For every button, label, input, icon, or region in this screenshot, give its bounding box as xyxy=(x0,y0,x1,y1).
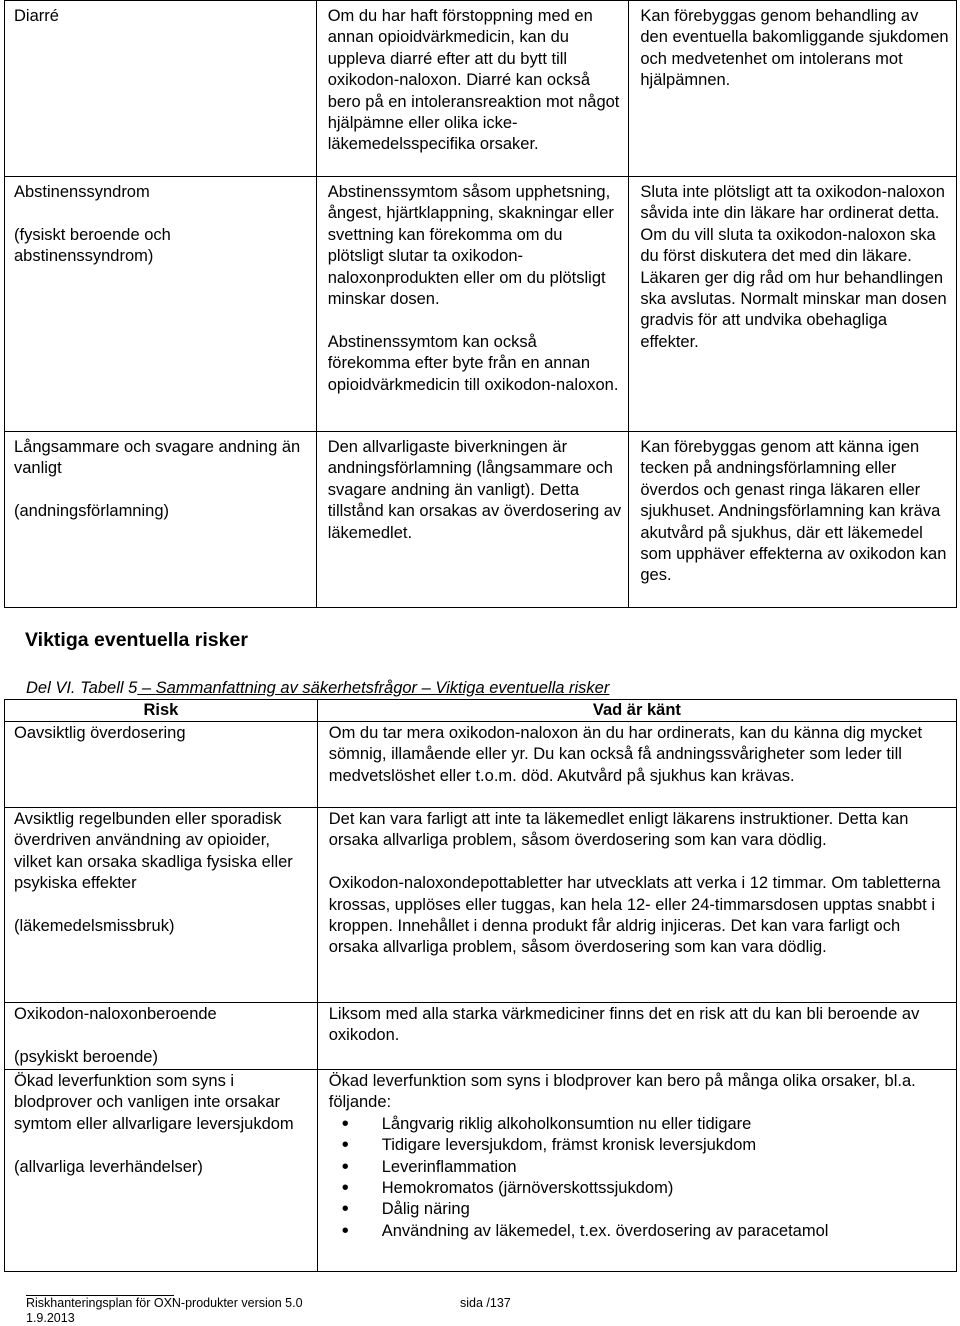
known-text: Liksom med alla starka värkmediciner finns det en risk att du kan bli beroende av oxikodon. xyxy=(328,1005,920,1045)
description-cell xyxy=(316,432,629,608)
description-text: Om du har haft förstoppning med en annan opioidvärkmedicin, kan du uppleva diarré efter att du bytt till oxikodon-naloxon. Diarré kan också bero på en intoleransreaktion mot något hjälpämne eller olika icke-läkemedelsspecifika orsaker. xyxy=(327,7,620,154)
risk-subtitle: (andningsförlamning) xyxy=(14,502,170,521)
prevention-cell xyxy=(629,432,957,608)
risk-cell xyxy=(5,1003,318,1070)
known-cell xyxy=(317,722,956,808)
list-item: • Leverinflammation xyxy=(382,1157,948,1178)
caption-separator: – xyxy=(137,679,156,697)
table-caption xyxy=(26,678,609,699)
caption-separator: – xyxy=(417,679,436,697)
risk-subtitle: (psykiskt beroende) xyxy=(14,1047,158,1066)
table-row xyxy=(5,432,957,608)
footer-doc-title: Riskhanteringsplan för OXN-produkter version 5.0 xyxy=(26,1296,303,1310)
description-text: Abstinenssymtom såsom upphetsning, ångest, hjärtklappning, skakningar eller svettning kan förekomma om du plötsligt slutar ta oxikodon-naloxonprodukten eller om du plötsligt minskar dosen. xyxy=(327,183,614,309)
footer-doc-info xyxy=(26,1296,303,1326)
risk-subtitle: (fysiskt beroende och abstinenssyndrom) xyxy=(14,225,171,266)
caption-part-1: Del VI. Tabell 5 xyxy=(26,679,138,697)
risk-name: Abstinenssyndrom xyxy=(14,183,150,201)
description-cell xyxy=(316,1,629,177)
prevention-cell xyxy=(629,1,957,177)
known-text: Om du tar mera oxikodon-naloxon än du har ordinerats, kan du känna dig mycket sömnig, illamående eller yr. Du kan också få andningssvårigheter som leder till medvetslöshet eller t.o.m. död. Akutvård på sjukhus kan krävas. xyxy=(328,724,923,785)
table-row xyxy=(5,1070,957,1272)
list-item: • Dålig näring xyxy=(382,1199,948,1220)
risk-cell xyxy=(5,722,318,808)
table-row xyxy=(5,1,957,177)
risk-cell xyxy=(5,432,317,608)
list-item: • Hemokromatos (järnöverskottssjukdom) xyxy=(382,1178,948,1199)
prevention-text: Kan förebyggas genom behandling av den eventuella bakomliggande sjukdomen och medvetenhet om intolerans mot hjälpämnen. xyxy=(640,7,949,90)
table-row xyxy=(5,177,957,432)
description-cell xyxy=(316,177,629,432)
caption-part-2: Sammanfattning av säkerhetsfrågor xyxy=(155,679,418,697)
known-text: Oxikodon-naloxondepottabletter har utvecklats att verka i 12 timmar. Om tabletterna krossas, upplöses eller tuggas, kan hela 12- eller 24-timmarsdosen upptas snabbt i kroppen. Innehållet i denna produkt får aldrig injiceras. Det kan vara farligt och orsaka allvarliga problem, såsom överdosering som kan vara dödlig. xyxy=(328,874,941,957)
known-text: Ökad leverfunktion som syns i blodprover kan bero på många olika orsaker, bl.a. följande: xyxy=(328,1072,916,1112)
footer-page-number: sida /137 xyxy=(460,1296,511,1310)
header-known: Vad är känt xyxy=(317,700,956,722)
risk-subtitle: (allvarliga leverhändelser) xyxy=(14,1157,203,1176)
footer-date: 1.9.2013 xyxy=(26,1311,75,1325)
risk-cell xyxy=(5,808,318,1003)
risk-name: Avsiktlig regelbunden eller sporadisk överdriven användning av opioider, vilket kan orsaka skadliga fysiska eller psykiska effekter xyxy=(14,810,293,893)
caption-part-3: Viktiga eventuella risker xyxy=(435,679,610,697)
risk-cell xyxy=(5,177,317,432)
risk-subtitle: (läkemedelsmissbruk) xyxy=(14,917,175,936)
cause-list xyxy=(329,1114,948,1242)
page-footer xyxy=(0,1295,960,1323)
table-row xyxy=(5,808,957,1003)
risk-cell xyxy=(5,1070,318,1272)
description-text: Den allvarligaste biverkningen är andningsförlamning (långsammare och svagare andning än vanligt). Detta tillstånd kan orsakas av överdosering av läkemedlet. xyxy=(327,438,622,542)
list-item: • Användning av läkemedel, t.ex. överdosering av paracetamol xyxy=(382,1221,948,1242)
prevention-text: Sluta inte plötsligt att ta oxikodon-naloxon såvida inte din läkare har ordinerat detta. Om du vill sluta ta oxikodon-naloxon ska du först diskutera det med din läkare. Läkaren ger dig råd om hur behandlingen ska avslutas. Normalt minskar man dosen gradvis för att undvika obehagliga effekter. xyxy=(640,183,947,351)
risk-name: Ökad leverfunktion som syns i blodprover och vanligen inte orsakar symtom eller allvarligare leversjukdom xyxy=(14,1072,294,1133)
potential-risks-table xyxy=(4,699,957,1272)
header-row xyxy=(5,700,957,722)
table-row xyxy=(5,1003,957,1070)
side-effects-table xyxy=(4,0,957,608)
risk-name: Oavsiktlig överdosering xyxy=(14,724,186,742)
known-cell xyxy=(317,1003,956,1070)
section-heading: Viktiga eventuella risker xyxy=(25,629,248,651)
known-cell xyxy=(317,808,956,1003)
risk-name: Diarré xyxy=(14,7,59,25)
risk-cell xyxy=(5,1,317,177)
risk-name: Långsammare och svagare andning än vanligt xyxy=(14,438,301,478)
prevention-cell xyxy=(629,177,957,432)
known-cell xyxy=(317,1070,956,1272)
prevention-text: Kan förebyggas genom att känna igen tecken på andningsförlamning eller överdos och genast ringa läkaren eller sjukhuset. Andningsförlamning kan kräva akutvård på sjukhus, där ett läkemedel som upphäver effekterna av oxikodon kan ges. xyxy=(640,438,947,585)
table-row xyxy=(5,722,957,808)
header-risk: Risk xyxy=(5,700,318,722)
list-item: • Tidigare leversjukdom, främst kronisk leversjukdom xyxy=(382,1135,948,1156)
risk-name: Oxikodon-naloxonberoende xyxy=(14,1005,217,1023)
list-item: • Långvarig riklig alkoholkonsumtion nu eller tidigare xyxy=(382,1114,948,1135)
description-text: Abstinenssymtom kan också förekomma efter byte från en annan opioidvärkmedicin till oxikodon-naloxon. xyxy=(327,332,619,394)
known-text: Det kan vara farligt att inte ta läkemedlet enligt läkarens instruktioner. Detta kan orsaka allvarliga problem, såsom överdosering som kan vara dödlig. xyxy=(328,810,909,850)
